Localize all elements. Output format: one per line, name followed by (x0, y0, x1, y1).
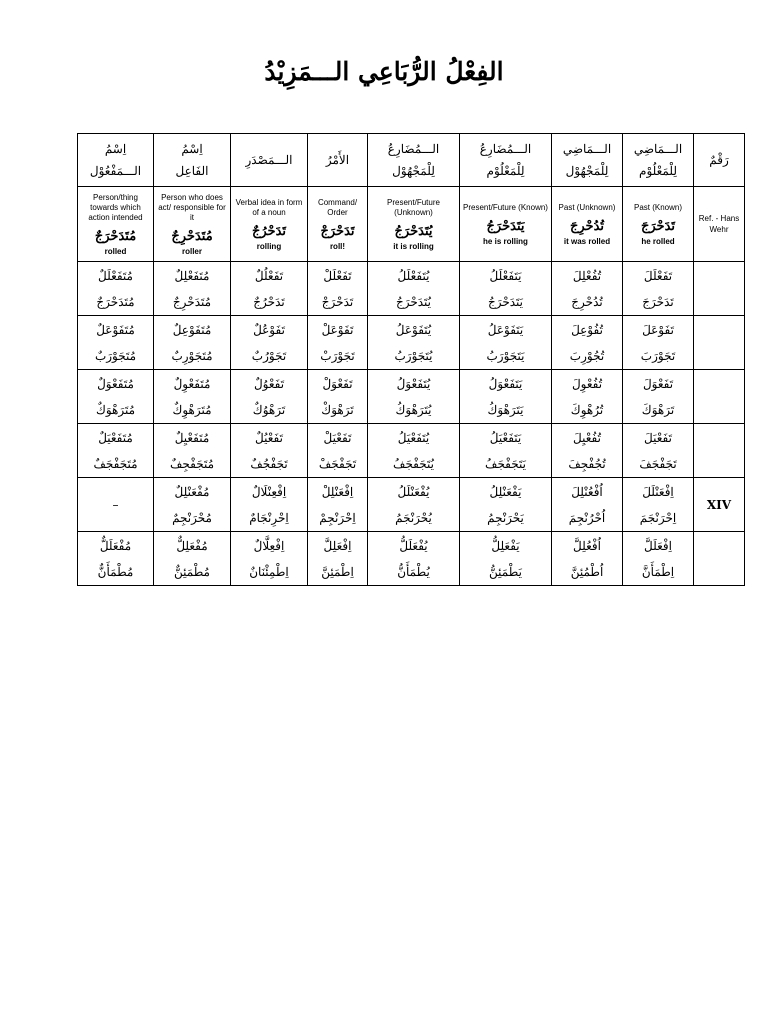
column-header (623, 134, 694, 187)
pattern-word: تُفُعْيِلَ (573, 430, 601, 445)
column-header-text: لِلْمَعْلُوْم (486, 164, 525, 178)
example-word: تُدُحْرِجَ (571, 294, 603, 309)
pattern-word: يَتَفَعْوَلُ (488, 376, 523, 391)
pattern-word: يَفْعَلِلُّ (491, 538, 520, 553)
verb-cell (78, 532, 154, 586)
pattern-word: يُتَفَعْلَلُ (397, 268, 430, 283)
verb-cell (308, 370, 368, 424)
example-verb: يُتَدَحْرَجُ (394, 224, 433, 239)
verb-cell (78, 316, 154, 370)
example-word: اِحْرِنْجَامٌ (249, 510, 289, 525)
pattern-word: تَفَعْلُلٌ (254, 268, 284, 283)
example-word: مُتَرَهْوَكٌ (95, 402, 136, 417)
verb-cell (154, 370, 231, 424)
description-cell (231, 187, 308, 262)
column-header-text: اِسْمُ (181, 142, 203, 156)
verb-cell (623, 532, 694, 586)
verb-cell (460, 532, 552, 586)
description-cell (78, 187, 154, 262)
english-description: Person who does act/ responsible for it (158, 193, 226, 222)
table-row (78, 262, 745, 316)
english-description: Person/thing towards which action intended (88, 193, 143, 222)
english-description: Command/ Order (317, 198, 358, 217)
verb-conjugation-table (77, 133, 745, 586)
verb-cell (78, 262, 154, 316)
verb-cell (460, 262, 552, 316)
verb-cell (78, 370, 154, 424)
verb-cell (308, 478, 368, 532)
pattern-word: اُفْعُنْلِلَ (571, 484, 603, 499)
example-verb: تَدَحْرُجٌ (251, 224, 287, 239)
example-word: مُتَجَوْرِبٌ (171, 348, 213, 363)
pattern-word: تَفَعْيَلْ (323, 430, 352, 445)
example-word: تَجَوْرَبَ (640, 348, 676, 363)
example-verb: تُدُحْرِجَ (569, 219, 605, 234)
example-word: اِحْرَنْجَمَ (639, 510, 677, 525)
translation: roll! (329, 242, 346, 251)
header-row (78, 134, 745, 187)
example-word: تُجُفْجِفَ (568, 456, 606, 471)
example-verb: يَتَدَحْرَجُ (486, 219, 525, 234)
pattern-word: مُتَفَعْيَلٌ (98, 430, 133, 445)
pattern-word: يَتَفَعْلَلُ (489, 268, 522, 283)
pattern-word: تَفَوْعَلْ (321, 322, 354, 337)
description-cell (460, 187, 552, 262)
example-word: يَتَجَوْرَبُ (486, 348, 525, 363)
form-number: XIV (694, 478, 745, 532)
verb-cell (552, 370, 623, 424)
verb-cell (368, 532, 460, 586)
verb-cell (552, 532, 623, 586)
pattern-word: اِفْعِنْلَالٌ (251, 484, 287, 499)
verb-cell (308, 424, 368, 478)
translation: he is rolling (483, 237, 528, 246)
example-word: يَتَجَفْجَفُ (485, 456, 526, 471)
table-row (78, 478, 745, 532)
verb-cell (460, 370, 552, 424)
example-word: يُتَجَوْرَبُ (394, 348, 433, 363)
verb-cell (231, 424, 308, 478)
verb-cell (623, 316, 694, 370)
column-header (231, 134, 308, 187)
english-description: Verbal idea in form of a noun (235, 198, 303, 217)
verb-cell (368, 370, 460, 424)
form-number (694, 262, 745, 316)
form-number (694, 532, 745, 586)
example-word: تَرَهْوَكَ (641, 402, 675, 417)
form-number (694, 370, 745, 424)
description-cell (368, 187, 460, 262)
verb-cell (552, 424, 623, 478)
table-row (78, 316, 745, 370)
verb-cell (552, 316, 623, 370)
translation: rolling (256, 242, 282, 251)
example-word: تَدَحْرُجٌ (253, 294, 285, 309)
verb-cell (231, 532, 308, 586)
column-header-text: الـــمَصْدَرِ (245, 153, 293, 167)
example-word: مُطْمَئِنٌّ (174, 564, 210, 579)
translation: roller (181, 247, 202, 256)
description-cell (308, 187, 368, 262)
example-word: يَتَرَهْوَكُ (487, 402, 524, 417)
verb-cell (368, 316, 460, 370)
example-word: مُحْرَنْجِمٌ (172, 510, 212, 525)
pattern-word: تُفُوْعِلَ (571, 322, 603, 337)
example-word: مُتَجَفْجِفٌ (169, 456, 215, 471)
example-word: تَجَفْجَفَ (639, 456, 677, 471)
example-word: مُتَجَفْجَفٌ (93, 456, 138, 471)
pattern-word: مُفْعَلِلٌّ (176, 538, 208, 553)
pattern-word: مُتَفَوْعِلٌ (172, 322, 212, 337)
reference-cell: Ref. - Hans Wehr (694, 187, 745, 262)
column-header-text: رَقْمٌ (709, 153, 729, 167)
example-word: اِطْمَئِنَّ (321, 564, 354, 579)
verb-cell (623, 424, 694, 478)
pattern-word: مُتَفَوْعَلٌ (96, 322, 135, 337)
verb-cell (460, 316, 552, 370)
column-header (368, 134, 460, 187)
page-title: الفِعْلُ الرُّبَاعِي الـــمَزِيْدُ (264, 57, 504, 86)
verb-cell (308, 262, 368, 316)
description-cell (552, 187, 623, 262)
form-number (694, 316, 745, 370)
verb-cell (154, 478, 231, 532)
verb-cell (231, 370, 308, 424)
description-cell (623, 187, 694, 262)
example-word: مُتَدَحْرِجٌ (172, 294, 212, 309)
pattern-word: تَفَعْوُلٌ (253, 376, 285, 391)
verb-cell (623, 370, 694, 424)
column-header (78, 134, 154, 187)
example-word: مُتَجَوْرَبٌ (94, 348, 137, 363)
pattern-word: يَفْعَنْلِلُ (489, 484, 522, 499)
example-verb: تَدَحْرَجَ (640, 219, 676, 234)
verb-cell (78, 424, 154, 478)
pattern-word: مُتَفَعْوِلٌ (173, 376, 211, 391)
column-header-text: لِلْمَجْهُوْل (565, 164, 609, 178)
verb-cell (231, 478, 308, 532)
column-header-text: الفَاعِل (175, 164, 209, 178)
pattern-word: مُتَفَعْلِلٌ (174, 268, 210, 283)
verb-cell (368, 478, 460, 532)
column-header (460, 134, 552, 187)
example-word: اُطْمُئِنَّ (570, 564, 604, 579)
verb-cell (154, 532, 231, 586)
form-number (694, 424, 745, 478)
example-word: يُحْرَنْجَمُ (395, 510, 432, 525)
pattern-word: مُتَفَعْيِلٌ (174, 430, 210, 445)
example-word: يَطْمَئِنُّ (489, 564, 522, 579)
column-header-text: الـــمَاضِي (562, 142, 612, 156)
pattern-word: مُفْعَلَلٌّ (99, 538, 132, 553)
example-word: تُجُوْرِبَ (569, 348, 605, 363)
pattern-word: يُفْعَنْلَلُ (397, 484, 430, 499)
example-word: تَجَفْجُفٌ (250, 456, 288, 471)
verb-cell (623, 262, 694, 316)
column-header-text: الـــمُضَارِعُ (479, 142, 532, 156)
example-word: يُتَجَفْجَفُ (393, 456, 434, 471)
verb-cell (231, 316, 308, 370)
pattern-word: يُتَفَعْيَلُ (397, 430, 430, 445)
example-word: تَرَهْوَكْ (321, 402, 354, 417)
column-header-text: لِلْمَجْهُوْل (392, 164, 435, 178)
translation: he rolled (641, 237, 675, 246)
table-row (78, 532, 745, 586)
example-verb: مُتَدَحْرَجٌ (94, 229, 137, 244)
column-header (308, 134, 368, 187)
pattern-word: يُتَفَوْعَلُ (395, 322, 432, 337)
pattern-word: تَفَعْلَلْ (323, 268, 352, 283)
verb-cell (552, 478, 623, 532)
verb-cell (308, 532, 368, 586)
verb-cell (368, 262, 460, 316)
example-word: يُتَدَحْرَجُ (395, 294, 432, 309)
column-header (694, 134, 745, 187)
pattern-word: تَفَعْوَلَ (642, 376, 674, 391)
column-header-text: اِسْمُ (104, 142, 127, 156)
pattern-word: تَفَعْيَلَ (644, 430, 672, 445)
pattern-word: تَفَعْيُلٌ (255, 430, 283, 445)
verb-cell (623, 478, 694, 532)
table-row (78, 424, 745, 478)
pattern-word: تَفَوْعَلَ (642, 322, 674, 337)
example-word: تُرُهْوِكَ (570, 402, 604, 417)
pattern-word: تَفَوْعُلٌ (253, 322, 285, 337)
pattern-word: يَتَفَعْيَلُ (489, 430, 522, 445)
example-word: تَرَهْوُكٌ (252, 402, 286, 417)
pattern-word: – (112, 497, 119, 512)
verb-cell (154, 424, 231, 478)
english-description: Present/Future (Known) (463, 203, 548, 212)
example-word: مُتَرَهْوِكٌ (172, 402, 212, 417)
example-word: تَدَحْرَجْ (321, 294, 354, 309)
english-description: Past (Known) (633, 203, 683, 212)
pattern-word: مُتَفَعْوَلٌ (97, 376, 134, 391)
pattern-word: تُفُعْوِلَ (571, 376, 603, 391)
pattern-word: تَفَعْوَلْ (322, 376, 353, 391)
example-word: يُطْمَأَنُّ (397, 564, 430, 579)
example-word: يَحْرَنْجِمُ (487, 510, 524, 525)
translation: it is rolling (393, 242, 434, 251)
pattern-word: يُتَفَعْوَلُ (396, 376, 431, 391)
example-word: يَتَدَحْرَجُ (487, 294, 524, 309)
example-word: تَجَفْجَفْ (318, 456, 357, 471)
pattern-word: اِفْعَلِلَّ (323, 538, 352, 553)
pattern-word: تُفُعْلِلَ (572, 268, 602, 283)
pattern-word: اِفْعَنْلَلَ (642, 484, 674, 499)
column-header (552, 134, 623, 187)
pattern-word: اُفْعُلِلَّ (573, 538, 601, 553)
verb-cell (308, 316, 368, 370)
english-description: Past (Unknown) (558, 203, 616, 212)
translation: rolled (104, 247, 127, 256)
example-word: اِطْمَأَنَّ (641, 564, 675, 579)
pattern-word: مُفْعَنْلِلٌ (174, 484, 210, 499)
pattern-word: اِفْعَنْلِلْ (321, 484, 354, 499)
english-description: Present/Future (Unknown) (387, 198, 440, 217)
column-header (154, 134, 231, 187)
verb-cell (231, 262, 308, 316)
column-header-text: لِلْمَعْلُوْم (639, 164, 677, 178)
description-row (78, 187, 745, 262)
example-word: اِطْمِئْنَانٌ (249, 564, 289, 579)
verb-cell (78, 478, 154, 532)
example-word: اِحْرَنْجِمْ (319, 510, 356, 525)
column-header-text: الـــمُضَارِعُ (387, 142, 440, 156)
example-word: يُتَرَهْوَكُ (395, 402, 432, 417)
translation: it was rolled (563, 237, 611, 246)
pattern-word: مُتَفَعْلَلٌ (98, 268, 133, 283)
pattern-word: يُفْعَلَلُّ (399, 538, 428, 553)
example-word: مُطْمَأَنٌّ (97, 564, 134, 579)
verb-cell (154, 316, 231, 370)
example-word: تَدَحْرَجَ (642, 294, 674, 309)
example-word: تَجَوْرَبْ (320, 348, 355, 363)
verb-cell (154, 262, 231, 316)
pattern-word: اِفْعَلَلَّ (644, 538, 672, 553)
verb-cell (460, 424, 552, 478)
verb-cell (368, 424, 460, 478)
column-header-text: الأَمْرُ (325, 153, 350, 167)
pattern-word: اِفْعِلَّالٌ (253, 538, 285, 553)
pattern-word: يَتَفَوْعَلُ (487, 322, 524, 337)
example-verb: تَدَحْرَجْ (320, 224, 355, 239)
example-word: اُحْرُنْجِمَ (568, 510, 606, 525)
pattern-word: تَفَعْلَلَ (643, 268, 673, 283)
example-word: تَجَوْرُبٌ (251, 348, 287, 363)
table-row (78, 370, 745, 424)
description-cell (154, 187, 231, 262)
column-header-text: الـــمَاضِي (633, 142, 683, 156)
verb-cell (460, 478, 552, 532)
example-verb: مُتَدَحْرِجٌ (171, 229, 213, 244)
column-header-text: الـــمَفْعُوْل (89, 164, 142, 178)
verb-cell (552, 262, 623, 316)
example-word: مُتَدَحْرَجٌ (96, 294, 135, 309)
